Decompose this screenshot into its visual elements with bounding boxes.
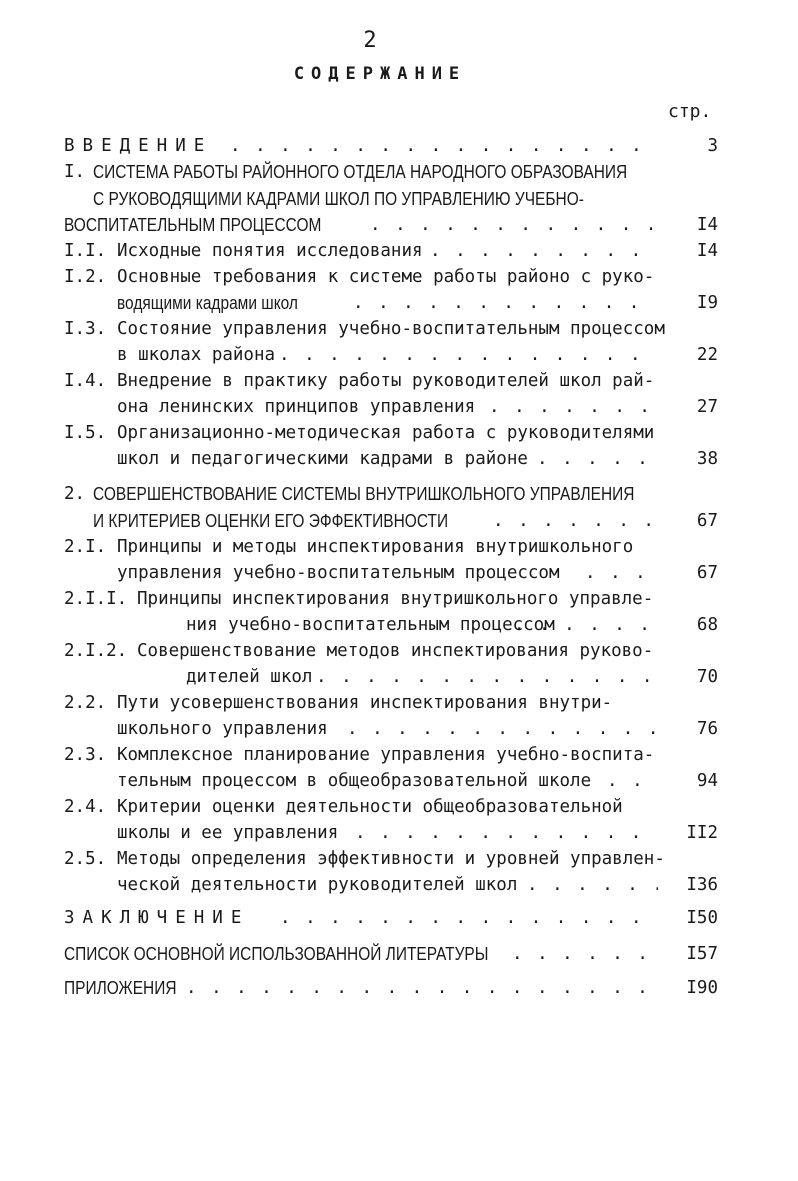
toc-entry-number: 2.4. <box>64 797 107 817</box>
toc-entry-page: 3 <box>707 136 718 156</box>
toc-entry-s15[interactable] <box>64 421 798 445</box>
toc-leader-dots <box>430 239 658 263</box>
toc-entry-text: Состояние управления учебно-воспитательным процессом <box>117 319 665 339</box>
toc-entry-s13[interactable] <box>64 317 798 341</box>
toc-leader-dots <box>186 976 658 1000</box>
toc-entry-page: I9 <box>696 293 718 313</box>
toc-entry-text: Методы определения эффективности и уровней управлен- <box>117 849 665 869</box>
toc-entry-text: Совершенствование методов инспектирования руково- <box>137 641 654 661</box>
toc-entry-text: школы и ее управления <box>117 823 339 843</box>
toc-leader-dots <box>585 561 658 585</box>
toc-entry-text: Критерии оценки деятельности общеобразовательной <box>117 797 623 817</box>
toc-entry-text: ПРИЛОЖЕНИЯ <box>64 978 177 998</box>
toc-entry-ch2-line2 <box>93 509 798 533</box>
toc-entry-page: 70 <box>696 667 718 687</box>
toc-entry-page: 76 <box>696 719 718 739</box>
toc-entry-text: СПИСОК ОСНОВНОЙ ИСПОЛЬЗОВАННОЙ ЛИТЕРАТУРЫ <box>64 944 489 964</box>
toc-leader-dots <box>230 134 658 158</box>
toc-entry-page: 67 <box>696 563 718 583</box>
toc-entry-s25[interactable] <box>64 847 798 871</box>
toc-entry-text: ЗАКЛЮЧЕНИЕ <box>64 908 250 928</box>
toc-entry-text: СОВЕРШЕНСТВОВАНИЕ СИСТЕМЫ ВНУТРИШКОЛЬНОГО УПРАВЛЕНИЯ <box>93 484 635 504</box>
toc-entry-number: I.2. <box>64 267 107 287</box>
toc-leader-dots <box>489 395 658 419</box>
toc-entry-number: 2.3. <box>64 745 107 765</box>
toc-entry-ch1-line2 <box>93 187 798 211</box>
toc-entry-number: I.I. <box>64 241 107 261</box>
toc-entry-page: I50 <box>686 908 718 928</box>
toc-entry-page: 67 <box>696 511 718 531</box>
toc-entry-page: I4 <box>696 215 718 235</box>
toc-entry-s23-line2 <box>117 769 798 793</box>
toc-entry-s22[interactable] <box>64 691 798 715</box>
toc-entry-s24-line2 <box>117 821 798 845</box>
toc-entry-text: СИСТЕМА РАБОТЫ РАЙОННОГО ОТДЕЛА НАРОДНОГО ОБРАЗОВАНИЯ <box>93 162 628 182</box>
toc-entry-ch2[interactable] <box>64 482 798 506</box>
toc-leader-dots <box>493 509 658 533</box>
toc-entry-text: ВОСПИТАТЕЛЬНЫМ ПРОЦЕССОМ <box>64 215 322 235</box>
toc-entry-s12-line2 <box>117 291 798 315</box>
toc-entry-s15-line2 <box>117 447 798 471</box>
toc-entry-s21-line2 <box>117 561 798 585</box>
toc-entry-page: 94 <box>696 771 718 791</box>
toc-entry-number: 2.5. <box>64 849 107 869</box>
toc-entry-intro[interactable] <box>64 134 798 158</box>
toc-entry-text: дителей школ <box>186 667 313 687</box>
toc-entry-s12[interactable] <box>64 265 798 289</box>
toc-entry-text: Исходные понятия исследования <box>117 241 423 261</box>
toc-leader-dots <box>316 665 658 689</box>
toc-entry-number: 2.I. <box>64 537 107 557</box>
toc-entry-text: Комплексное планирование управления учебно-воспита- <box>117 745 655 765</box>
toc-entry-text: школ и педагогическими кадрами в районе <box>117 449 528 469</box>
toc-entry-page: I57 <box>686 944 718 964</box>
toc-entry-appendix[interactable] <box>64 976 798 1000</box>
toc-leader-dots <box>607 769 658 793</box>
toc-entry-number: I.4. <box>64 371 107 391</box>
toc-entry-s212[interactable] <box>64 639 798 663</box>
toc-entry-page: I36 <box>686 875 718 895</box>
toc-entry-text: ВВЕДЕНИЕ <box>64 136 213 156</box>
toc-entry-page: I4 <box>696 241 718 261</box>
toc-entry-s11[interactable] <box>64 239 798 263</box>
toc-entry-s25-line2 <box>117 873 798 897</box>
toc-entry-s13-line2 <box>117 343 798 367</box>
toc-entry-number: I.3. <box>64 319 107 339</box>
toc-entry-text: С РУКОВОДЯЩИМИ КАДРАМИ ШКОЛ ПО УПРАВЛЕНИЮ УЧЕБНО- <box>93 189 584 209</box>
toc-entry-s24[interactable] <box>64 795 798 819</box>
toc-entry-s211[interactable] <box>64 587 798 611</box>
toc-entry-page: II2 <box>686 823 718 843</box>
toc-entry-page: 38 <box>696 449 718 469</box>
toc-leader-dots <box>512 942 658 966</box>
toc-entry-number: I.5. <box>64 423 107 443</box>
toc-leader-dots <box>527 873 658 897</box>
toc-entry-number: 2. <box>64 484 86 504</box>
toc-leader-dots <box>370 213 658 237</box>
toc-entry-text: управления учебно-воспитательным процессом <box>117 563 560 583</box>
toc-entry-ch1[interactable] <box>64 160 798 184</box>
toc-entry-s22-line2 <box>117 717 798 741</box>
toc-entry-page: 22 <box>696 345 718 365</box>
toc-entry-literature[interactable] <box>64 942 798 966</box>
toc-entry-text: Основные требования к системе работы районо с руко- <box>117 267 655 287</box>
toc-entry-text: Организационно-методическая работа с руководителями <box>117 423 655 443</box>
toc-entry-text: Пути усовершенствования инспектирования внутри- <box>117 693 613 713</box>
toc-leader-dots <box>347 717 658 741</box>
toc-entry-s212-line2 <box>186 665 798 689</box>
toc-entry-text: Внедрение в практику работы руководителей школ рай- <box>117 371 655 391</box>
toc-entry-number: I. <box>64 162 86 182</box>
toc-entry-page: 68 <box>696 615 718 635</box>
toc-entry-text: она ленинских принципов управления <box>117 397 476 417</box>
toc-entry-s14[interactable] <box>64 369 798 393</box>
toc-entry-ch1-line3 <box>64 213 798 237</box>
page-number: 2 <box>363 28 377 53</box>
toc-entry-s23[interactable] <box>64 743 798 767</box>
toc-entry-text: Принципы и методы инспектирования внутришкольного <box>117 537 634 557</box>
toc-entry-number: 2.2. <box>64 693 107 713</box>
toc-entry-conclusion[interactable] <box>64 906 798 930</box>
toc-leader-dots <box>514 613 658 637</box>
toc-entry-text: водящими кадрами школ <box>117 293 298 313</box>
toc-leader-dots <box>355 821 658 845</box>
page-title: СОДЕРЖАНИЕ <box>293 64 467 84</box>
toc-entry-text: ческой деятельности руководителей школ <box>117 875 518 895</box>
toc-entry-page: 27 <box>696 397 718 417</box>
toc-entry-text: И КРИТЕРИЕВ ОЦЕНКИ ЕГО ЭФФЕКТИВНОСТИ <box>93 511 449 531</box>
toc-entry-page: I90 <box>686 978 718 998</box>
toc-entry-text: школьного управления <box>117 719 328 739</box>
toc-leader-dots <box>537 447 658 471</box>
toc-entry-number: 2.I.2. <box>64 641 128 661</box>
toc-entry-text: ния учебно-воспитательным процессом <box>186 615 555 635</box>
toc-entry-text: в школах района <box>117 345 276 365</box>
toc-entry-text: Принципы инспектирования внутришкольного управле- <box>137 589 654 609</box>
toc-entry-s211-line2 <box>186 613 798 637</box>
toc-leader-dots <box>280 906 658 930</box>
toc-entry-s21[interactable] <box>64 535 798 559</box>
toc-leader-dots <box>279 343 658 367</box>
toc-entry-number: 2.I.I. <box>64 589 128 609</box>
toc-leader-dots <box>353 291 658 315</box>
pages-column-label: стр. <box>668 101 712 122</box>
toc-entry-text: тельным процессом в общеобразовательной школе <box>117 771 592 791</box>
toc-entry-s14-line2 <box>117 395 798 419</box>
